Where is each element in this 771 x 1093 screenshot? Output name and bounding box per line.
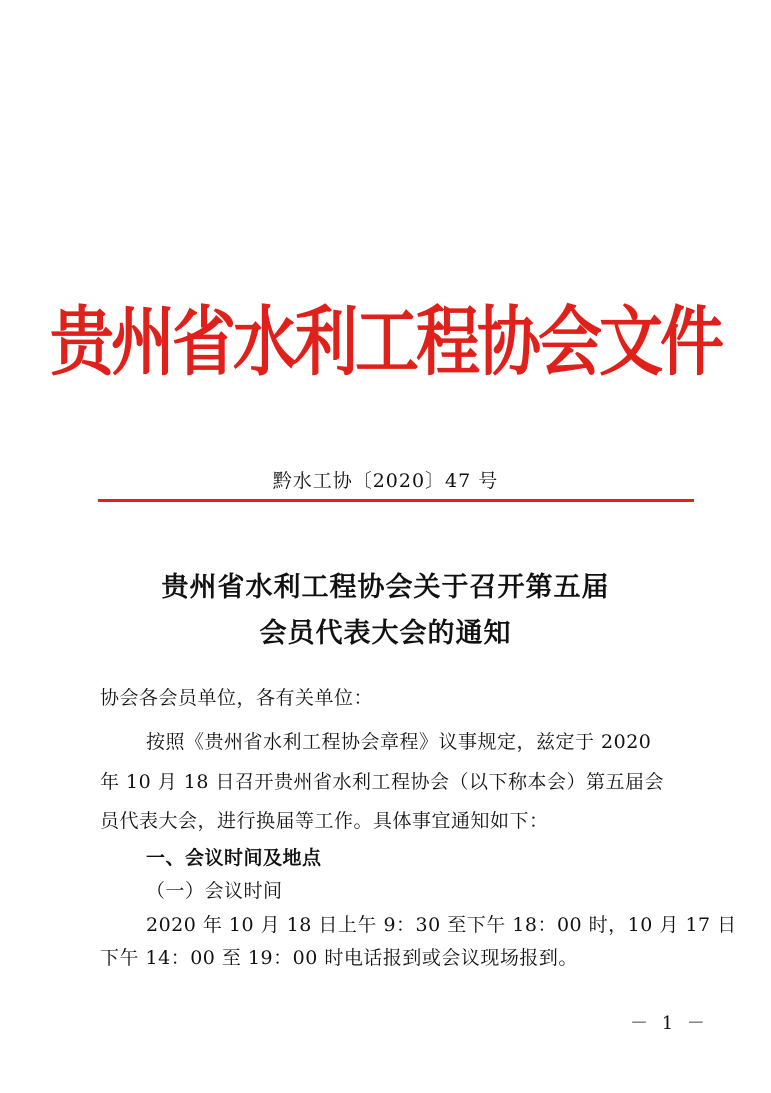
section-heading: 一、会议时间及地点 xyxy=(146,847,322,869)
page-number: － 1 － xyxy=(630,1013,709,1034)
body-line-2: 年 10 月 18 日召开贵州省水利工程协会（以下称本会）第五届会 xyxy=(100,771,665,793)
subsection-heading: （一）会议时间 xyxy=(146,880,283,902)
red-divider-line xyxy=(98,499,694,502)
salutation: 协会各会员单位，各有关单位： xyxy=(100,687,374,709)
document-number: 黔水工协〔2020〕47 号 xyxy=(272,470,499,492)
notice-title-line-2: 会员代表大会的通知 xyxy=(259,618,512,649)
meeting-time-line-2: 下午 14：00 至 19：00 时电话报到或会议现场报到。 xyxy=(100,947,578,969)
body-line-1: 按照《贵州省水利工程协会章程》议事规定，兹定于 2020 xyxy=(146,731,652,753)
masthead-title: 贵州省水利工程协会文件 xyxy=(50,299,721,388)
body-line-3: 员代表大会，进行换届等工作。具体事宜通知如下： xyxy=(100,810,549,832)
notice-title-line-1: 贵州省水利工程协会关于召开第五届 xyxy=(161,572,610,603)
meeting-time-line-1: 2020 年 10 月 18 日上午 9：30 至下午 18：00 时，10 月 17 日 xyxy=(146,914,737,936)
